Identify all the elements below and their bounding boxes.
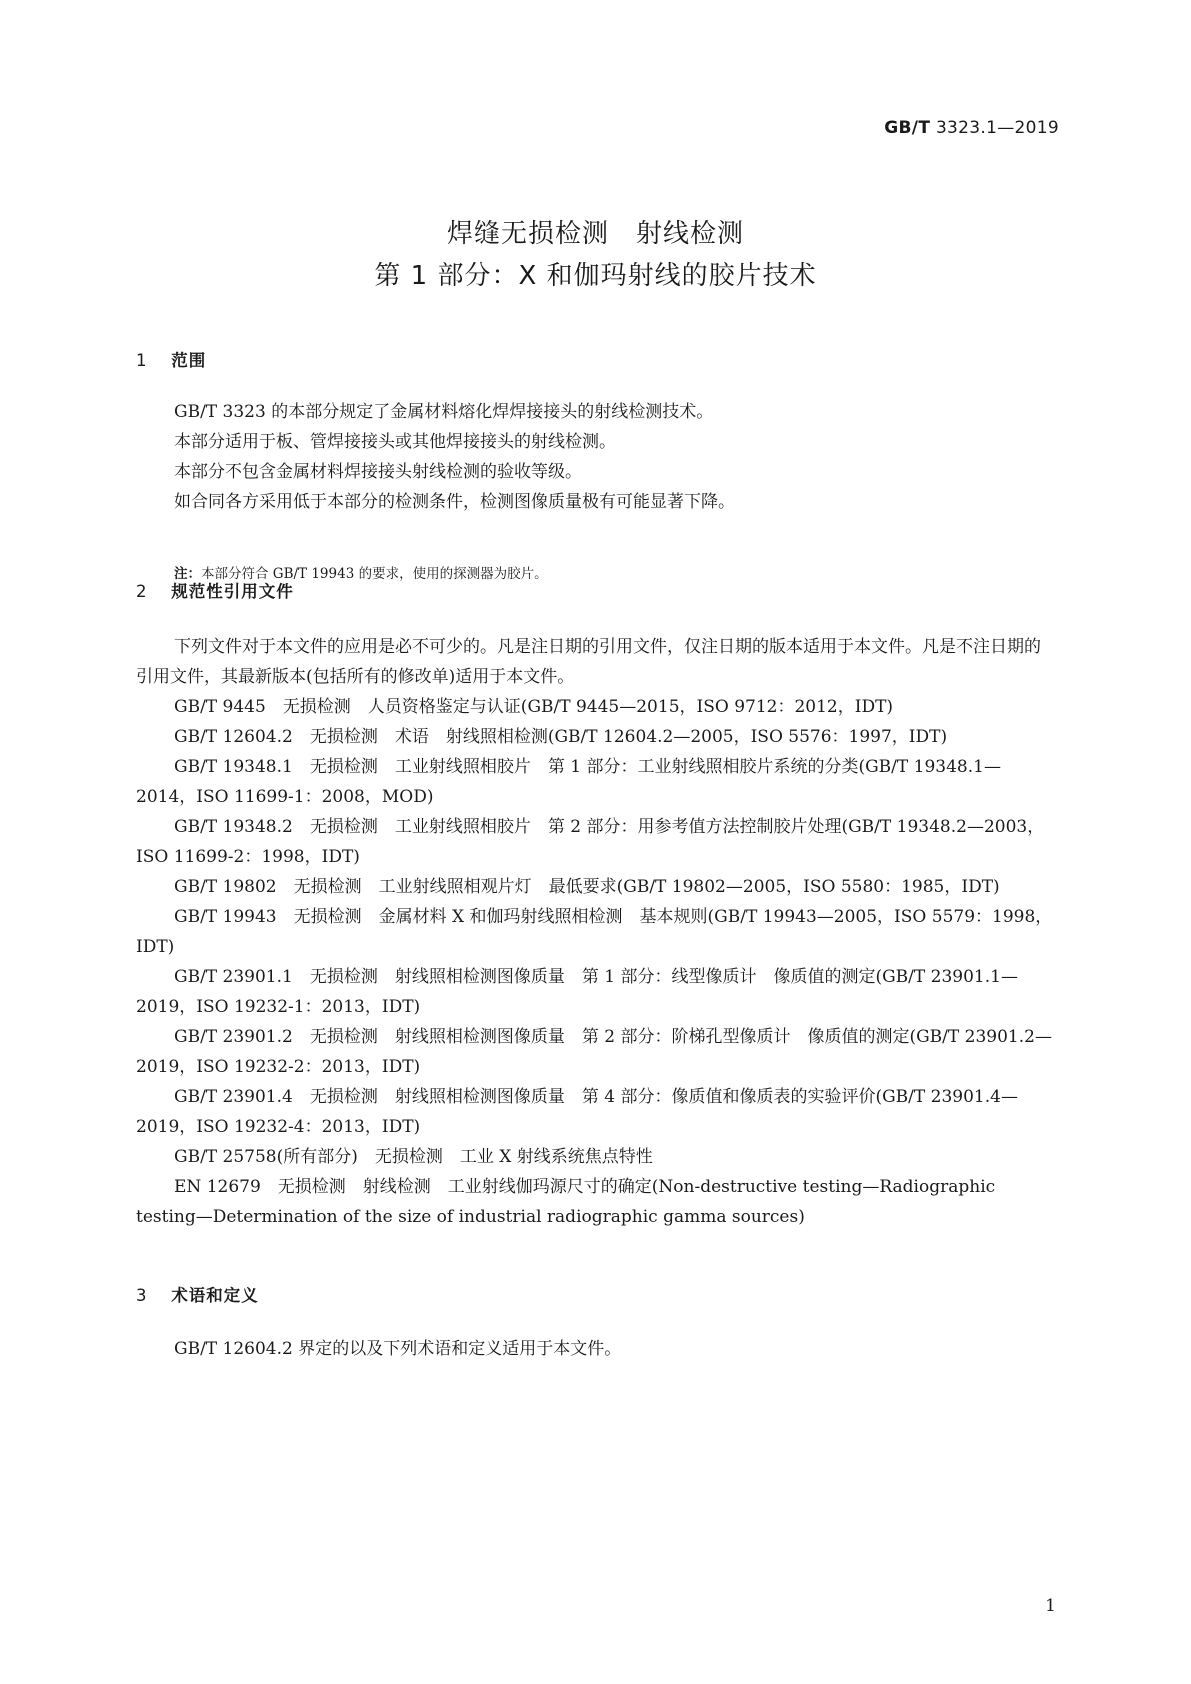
section-2-heading bbox=[136, 578, 294, 602]
section-3-heading bbox=[136, 1282, 259, 1306]
section-2-number: 2 bbox=[136, 582, 147, 601]
note-text: 本部分符合 GB/T 19943 的要求，使用的探测器为胶片。 bbox=[201, 566, 548, 582]
standard-number-header bbox=[884, 118, 1059, 138]
reference-entry: GB/T 23901.4 无损检测 射线照相检测图像质量 第 4 部分：像质值和像质表的实验评价(GB/T 23901.4—2019，ISO 19232-4：2013，IDT) bbox=[136, 1087, 1018, 1137]
note-label: 注： bbox=[174, 566, 201, 582]
section-1-paragraph: 本部分不包含金属材料焊接接头射线检测的验收等级。 bbox=[174, 462, 582, 482]
reference-entry: GB/T 12604.2 无损检测 术语 射线照相检测(GB/T 12604.2—2005，ISO 5576：1997，IDT) bbox=[174, 727, 948, 747]
reference-entry: GB/T 23901.2 无损检测 射线照相检测图像质量 第 2 部分：阶梯孔型像质计 像质值的测定(GB/T 23901.2—2019，ISO 19232-2：2013，IDT) bbox=[136, 1027, 1052, 1077]
section-3-body bbox=[136, 1334, 1056, 1364]
reference-entry: GB/T 19943 无损检测 金属材料 X 和伽玛射线照相检测 基本规则(GB/T 19943—2005，ISO 5579：1998，IDT) bbox=[136, 907, 1053, 957]
reference-entry: GB/T 9445 无损检测 人员资格鉴定与认证(GB/T 9445—2015，ISO 9712：2012，IDT) bbox=[174, 697, 894, 717]
section-3-number: 3 bbox=[136, 1286, 147, 1305]
standard-prefix: GB/T bbox=[884, 118, 931, 138]
document-title-line-2: 第 1 部分：X 和伽玛射线的胶片技术 bbox=[374, 261, 817, 291]
section-1-body bbox=[136, 397, 1056, 517]
reference-entry: GB/T 23901.1 无损检测 射线照相检测图像质量 第 1 部分：线型像质计 像质值的测定(GB/T 23901.1—2019，ISO 19232-1：2013，IDT) bbox=[136, 967, 1018, 1017]
section-3-title: 术语和定义 bbox=[171, 1286, 259, 1305]
section-1-paragraph: GB/T 3323 的本部分规定了金属材料熔化焊焊接接头的射线检测技术。 bbox=[174, 402, 714, 422]
reference-entry: GB/T 25758(所有部分) 无损检测 工业 X 射线系统焦点特性 bbox=[174, 1147, 653, 1167]
section-2-body bbox=[136, 632, 1056, 1232]
reference-entry: GB/T 19348.1 无损检测 工业射线照相胶片 第 1 部分：工业射线照相胶片系统的分类(GB/T 19348.1—2014，ISO 11699-1：2008，MOD) bbox=[136, 757, 1001, 807]
standard-code: 3323.1—2019 bbox=[935, 118, 1059, 138]
section-2-title: 规范性引用文件 bbox=[171, 582, 294, 601]
section-1-title: 范围 bbox=[171, 351, 207, 370]
reference-entry: GB/T 19348.2 无损检测 工业射线照相胶片 第 2 部分：用参考值方法控制胶片处理(GB/T 19348.2—2003，ISO 11699-2：1998，IDT) bbox=[136, 817, 1045, 867]
section-1-number: 1 bbox=[136, 351, 147, 370]
document-title-line-1: 焊缝无损检测 射线检测 bbox=[446, 219, 744, 249]
section-1-heading bbox=[136, 347, 206, 371]
section-1-paragraph: 如合同各方采用低于本部分的检测条件，检测图像质量极有可能显著下降。 bbox=[174, 492, 735, 512]
page-number: 1 bbox=[1045, 1596, 1056, 1616]
section-3-paragraph: GB/T 12604.2 界定的以及下列术语和定义适用于本文件。 bbox=[174, 1339, 622, 1359]
section-2-intro-paragraph: 下列文件对于本文件的应用是必不可少的。凡是注日期的引用文件，仅注日期的版本适用于本文件。凡是不注日期的引用文件，其最新版本(包括所有的修改单)适用于本文件。 bbox=[136, 637, 1041, 687]
section-1-paragraph: 本部分适用于板、管焊接接头或其他焊接接头的射线检测。 bbox=[174, 432, 616, 452]
reference-entry: GB/T 19802 无损检测 工业射线照相观片灯 最低要求(GB/T 19802—2005，ISO 5580：1985，IDT) bbox=[174, 877, 1000, 897]
reference-entry: EN 12679 无损检测 射线检测 工业射线伽玛源尺寸的确定(Non-destructive testing—Radiographic testing—Determination of the size of industrial radiographic gamma sources) bbox=[136, 1177, 996, 1227]
